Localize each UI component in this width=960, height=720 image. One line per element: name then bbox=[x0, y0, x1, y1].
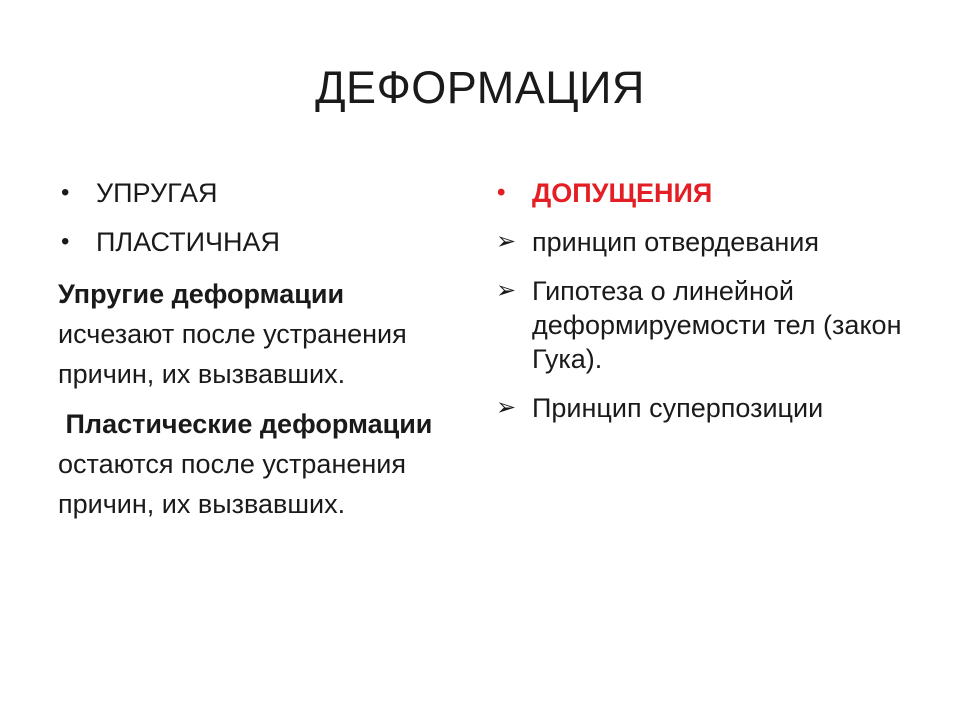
arrow-bullet-icon: ➢ bbox=[496, 277, 517, 304]
assumption-label: Принцип суперпозиции bbox=[532, 393, 824, 423]
left-column bbox=[58, 176, 438, 524]
bullet-label: ПЛАСТИЧНАЯ bbox=[96, 227, 281, 257]
assumptions-heading bbox=[494, 176, 934, 210]
arrow-bullet-icon: ➢ bbox=[496, 228, 517, 255]
assumption-label: Гипотеза о линейной деформируемости тел (закон Гука). bbox=[532, 276, 902, 374]
assumptions-heading-label: ДОПУЩЕНИЯ bbox=[532, 178, 713, 208]
right-column bbox=[494, 176, 934, 440]
plastic-definition bbox=[58, 404, 438, 524]
elastic-definition bbox=[58, 274, 438, 394]
bullet-item-elastic bbox=[58, 176, 438, 210]
elastic-text: исчезают после устранения причин, их вызвавших. bbox=[58, 319, 407, 389]
plastic-text: остаются после устранения причин, их вызвавших. bbox=[58, 449, 406, 519]
bullet-item-plastic bbox=[58, 225, 438, 259]
bullet-icon: • bbox=[61, 228, 70, 255]
arrow-bullet-icon: ➢ bbox=[496, 394, 517, 421]
elastic-term: Упругие деформации bbox=[58, 279, 345, 309]
assumption-item bbox=[494, 225, 934, 259]
plastic-term: Пластические деформации bbox=[58, 409, 433, 439]
assumption-label: принцип отвердевания bbox=[532, 227, 819, 257]
bullet-icon: • bbox=[497, 179, 506, 206]
assumption-item bbox=[494, 391, 934, 425]
slide-title: ДЕФОРМАЦИЯ bbox=[315, 62, 645, 113]
assumption-item bbox=[494, 274, 934, 376]
bullet-icon: • bbox=[61, 179, 70, 206]
bullet-label: УПРУГАЯ bbox=[96, 178, 218, 208]
